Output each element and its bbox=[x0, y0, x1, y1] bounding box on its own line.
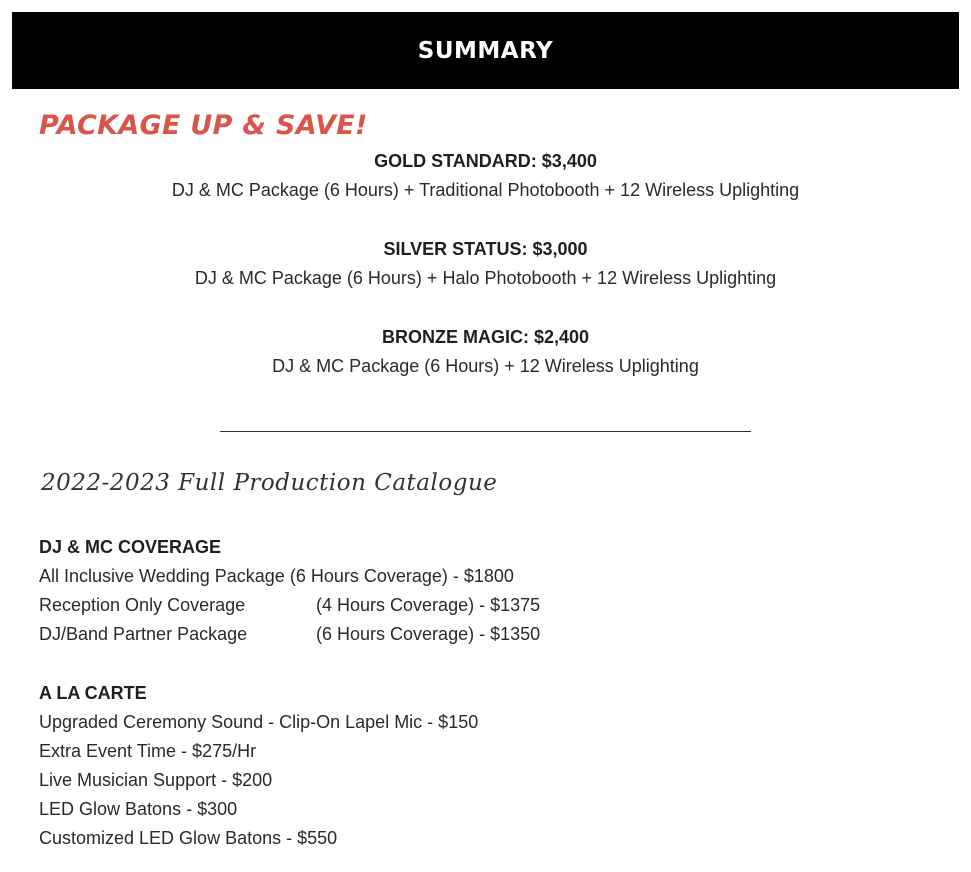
coverage-item bbox=[39, 562, 540, 591]
package-name: BRONZE MAGIC: $2,400 bbox=[381, 327, 590, 347]
a-la-carte-item: LED Glow Batons - $300 bbox=[39, 799, 238, 819]
promo-heading: PACKAGE UP & SAVE! bbox=[39, 110, 368, 141]
coverage-item-name: Reception Only Coverage bbox=[39, 595, 246, 615]
section-heading: DJ & MC COVERAGE bbox=[39, 537, 222, 557]
package-description: DJ & MC Package (6 Hours) + 12 Wireless Uplighting bbox=[272, 356, 699, 376]
package-description: DJ & MC Package (6 Hours) + Halo Photobooth + 12 Wireless Uplighting bbox=[194, 268, 777, 288]
summary-header-bar bbox=[12, 12, 959, 89]
package-name: SILVER STATUS: $3,000 bbox=[383, 239, 588, 259]
package-name: GOLD STANDARD: $3,400 bbox=[374, 151, 597, 171]
package-description: DJ & MC Package (6 Hours) + Traditional Photobooth + 12 Wireless Uplighting bbox=[171, 180, 800, 200]
dj-mc-coverage-section bbox=[39, 533, 540, 649]
coverage-item-name: All Inclusive Wedding Package bbox=[39, 566, 285, 586]
coverage-item-detail: (4 Hours Coverage) - $1375 bbox=[316, 595, 541, 615]
summary-title: SUMMARY bbox=[417, 37, 554, 64]
coverage-item-detail: (6 Hours Coverage) - $1350 bbox=[316, 624, 541, 644]
a-la-carte-item: Upgraded Ceremony Sound - Clip-On Lapel Mic - $150 bbox=[39, 712, 479, 732]
package-silver bbox=[0, 238, 971, 289]
a-la-carte-section bbox=[39, 679, 478, 853]
section-heading: A LA CARTE bbox=[39, 683, 147, 703]
section-divider bbox=[220, 431, 751, 432]
coverage-item bbox=[39, 620, 540, 649]
a-la-carte-item: Extra Event Time - $275/Hr bbox=[39, 741, 257, 761]
coverage-item bbox=[39, 591, 540, 620]
a-la-carte-item: Live Musician Support - $200 bbox=[39, 770, 273, 790]
package-bronze bbox=[0, 326, 971, 377]
coverage-item-detail: (6 Hours Coverage) - $1800 bbox=[289, 566, 514, 586]
catalogue-title: 2022-2023 Full Production Catalogue bbox=[41, 470, 498, 496]
coverage-item-name: DJ/Band Partner Package bbox=[39, 624, 248, 644]
package-gold bbox=[0, 150, 971, 201]
a-la-carte-item: Customized LED Glow Batons - $550 bbox=[39, 828, 338, 848]
